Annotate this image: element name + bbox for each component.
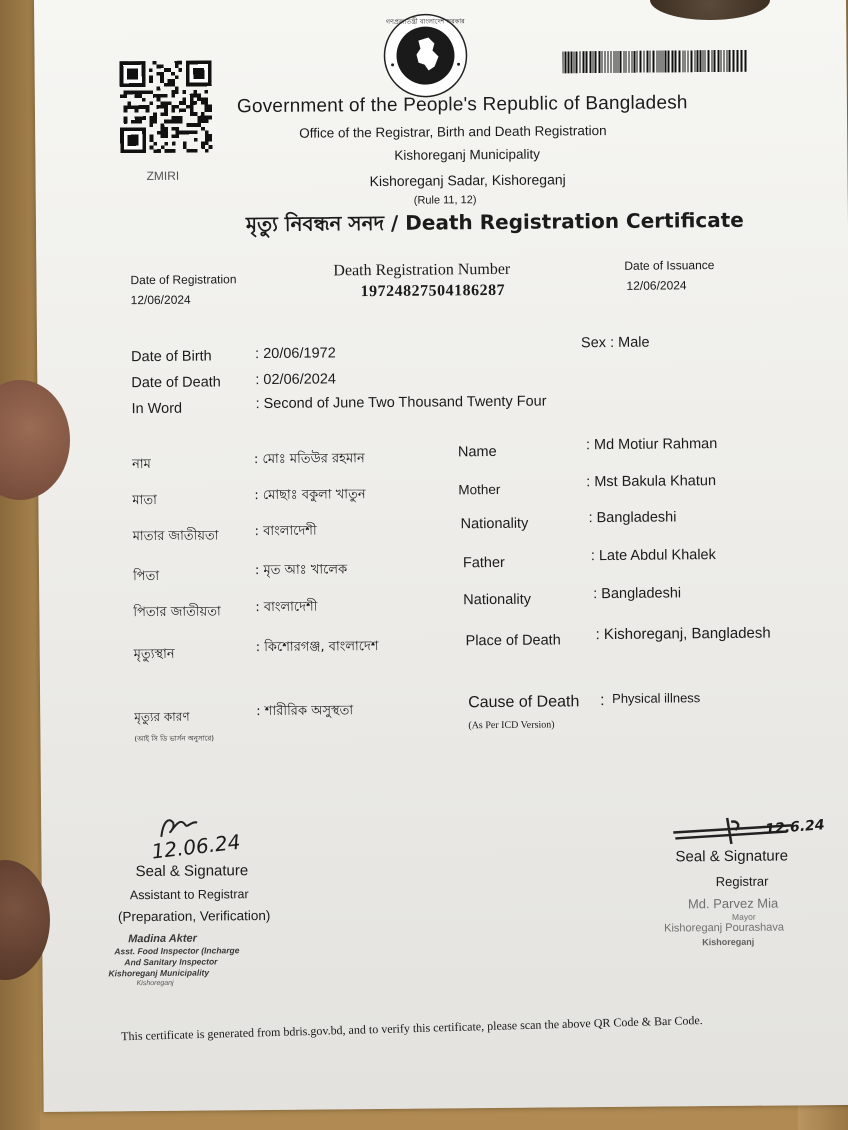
registration-number-label: Death Registration Number — [333, 260, 511, 280]
registration-date-label: Date of Registration — [130, 272, 237, 288]
sex-value: Sex : Male — [580, 334, 650, 352]
mother-nationality-en-label: Nationality — [460, 515, 529, 533]
cause-en-label: Cause of Death — [468, 693, 580, 712]
registration-date-value: 12/06/2024 — [130, 292, 191, 308]
cause-bn-subnote: (আই সি ডি ভার্সন অনুসারে) — [134, 734, 215, 744]
registrar-stamp-line-3: Kishoreganj — [702, 936, 755, 948]
death-date-value: : 02/06/2024 — [255, 371, 337, 389]
place-bn-label: মৃত্যুস্থান — [133, 646, 175, 663]
registrar-role: Registrar — [715, 873, 769, 890]
assistant-role: Assistant to Registrar — [129, 887, 249, 903]
district-name: Kishoreganj Sadar, Kishoreganj — [369, 171, 566, 190]
assistant-stamp-line-4: Kishoreganj — [136, 979, 174, 988]
government-emblem-icon — [382, 12, 469, 99]
father-en-value: : Late Abdul Khalek — [590, 547, 716, 565]
registrar-seal-title: Seal & Signature — [675, 847, 789, 866]
father-nationality-bn-label: পিতার জাতীয়তা — [133, 604, 221, 621]
registrar-stamp-line-1: Mayor — [731, 911, 756, 922]
father-nationality-bn-value: : বাংলাদেশী — [255, 599, 318, 616]
rule-reference: (Rule 11, 12) — [413, 194, 477, 207]
emblem-text: গণপ্রজাতন্ত্রী বাংলাদেশ সরকার — [385, 17, 465, 26]
certificate-title: মৃত্যু নিবন্ধন সনদ / Death Registration Certificate — [245, 207, 744, 237]
mother-nationality-en-value: : Bangladeshi — [588, 509, 677, 527]
assistant-stamp-line-3: Kishoreganj Municipality — [108, 967, 210, 979]
mother-nationality-bn-value: : বাংলাদেশী — [254, 523, 317, 540]
place-bn-value: : কিশোরগঞ্জ, বাংলাদেশ — [255, 639, 379, 656]
name-bn-value: : মোঃ মতিউর রহমান — [253, 451, 365, 468]
certificate-paper — [34, 0, 848, 1112]
government-title: Government of the People's Republic of Bangladesh — [236, 92, 688, 118]
qr-code — [115, 60, 218, 153]
issuance-date-label: Date of Issuance — [624, 258, 715, 273]
in-word-value: : Second of June Two Thousand Twenty Four — [255, 393, 547, 413]
registrar-stamp-line-2: Kishoreganj Pourashava — [664, 921, 785, 935]
cause-en-subnote: (As Per ICD Version) — [468, 719, 555, 732]
cause-bn-value: : শারীরিক অসুস্থতা — [256, 703, 354, 720]
office-name: Office of the Registrar, Birth and Death Registration — [299, 123, 607, 141]
mother-bn-label: মাতা — [132, 492, 157, 509]
assistant-stamp-name: Madina Akter — [128, 932, 197, 946]
name-en-value: : Md Motiur Rahman — [585, 436, 718, 454]
mother-en-value: : Mst Bakula Khatun — [586, 473, 717, 491]
issuance-date-value: 12/06/2024 — [626, 278, 687, 293]
assistant-signature-date: 12.06.24 — [150, 829, 242, 864]
qr-caption: ZMIRI — [146, 168, 180, 184]
assistant-stamp-line-1: Asst. Food Inspector (Incharge — [114, 945, 240, 957]
father-bn-value: : মৃত আঃ খালেক — [254, 562, 348, 579]
verification-footer: This certificate is generated from bdris.gov.bd, and to verify this certificate, please scan the above QR Code & Bar Code. — [120, 1013, 703, 1044]
place-en-label: Place of Death — [465, 632, 561, 650]
mother-bn-value: : মোছাঃ বকুলা খাতুন — [254, 487, 366, 504]
mother-nationality-bn-label: মাতার জাতীয়তা — [132, 528, 219, 545]
municipality-name: Kishoreganj Municipality — [394, 146, 541, 163]
father-bn-label: পিতা — [132, 568, 160, 585]
death-date-label: Date of Death — [131, 374, 221, 392]
cause-en-colon: : — [600, 692, 605, 710]
registration-number-value: 19724827504186287 — [360, 281, 506, 301]
assistant-stamp-line-2: And Sanitary Inspector — [124, 956, 218, 968]
in-word-label: In Word — [131, 400, 183, 418]
assistant-seal-title: Seal & Signature — [135, 862, 249, 881]
name-bn-label: নাম — [131, 456, 151, 473]
father-en-label: Father — [462, 554, 505, 572]
place-en-value: : Kishoreganj, Bangladesh — [595, 624, 771, 644]
cause-en-value: Physical illness — [612, 690, 701, 706]
registrar-signature-date: 12.6.24 — [764, 817, 826, 838]
cause-bn-label: মৃত্যুর কারণ — [134, 709, 190, 725]
mother-en-label: Mother — [458, 481, 501, 498]
father-nationality-en-value: : Bangladeshi — [593, 585, 682, 603]
registrar-stamp-name: Md. Parvez Mia — [687, 895, 779, 912]
birth-date-value: : 20/06/1972 — [255, 345, 336, 363]
father-nationality-en-label: Nationality — [463, 591, 532, 609]
birth-date-label: Date of Birth — [131, 348, 212, 366]
barcode — [562, 50, 748, 74]
assistant-role-note: (Preparation, Verification) — [117, 907, 271, 925]
name-en-label: Name — [457, 443, 497, 461]
